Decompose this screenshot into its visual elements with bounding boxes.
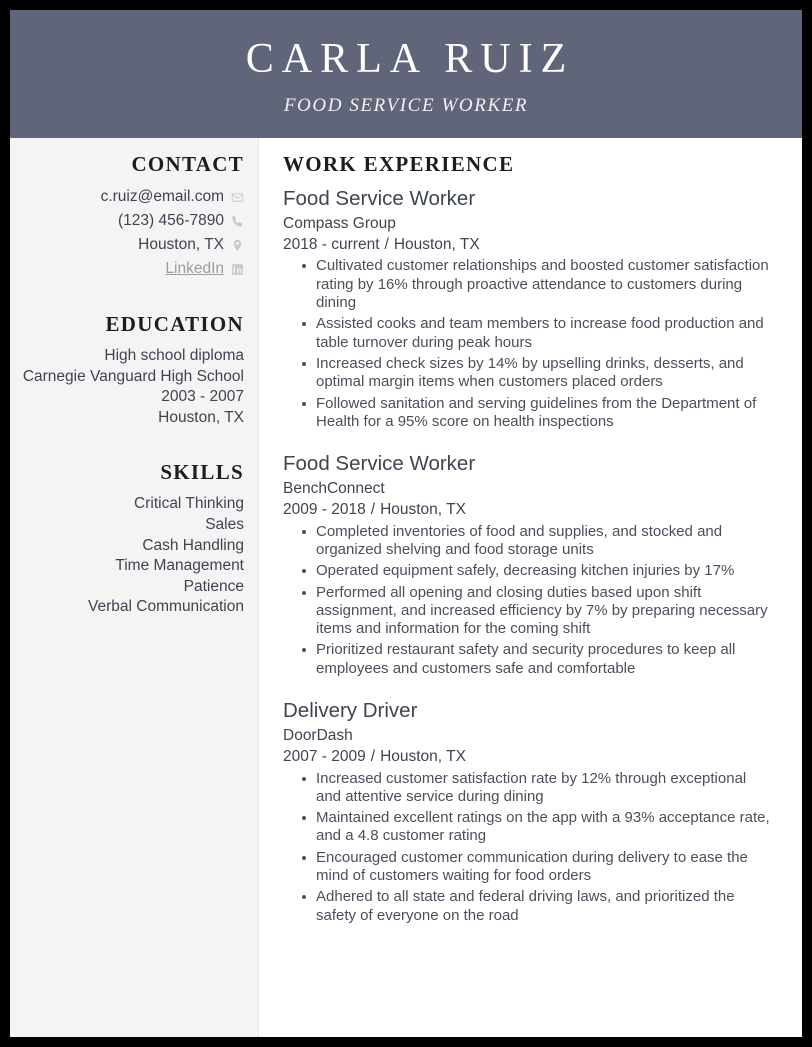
job-meta bbox=[283, 747, 774, 768]
job-location: Houston, TX bbox=[393, 235, 480, 253]
job-title: Food Service Worker bbox=[283, 187, 476, 210]
job-separator: / bbox=[370, 500, 376, 518]
job-bullets bbox=[283, 523, 774, 678]
education-location: Houston, TX bbox=[158, 408, 244, 426]
job-bullet: Followed sanitation and serving guidelines from the Department of Health for a 95% score on health inspections bbox=[283, 395, 774, 432]
job-entry bbox=[283, 698, 774, 925]
skill-item: Verbal Communication bbox=[88, 598, 244, 616]
sidebar bbox=[10, 138, 259, 1037]
contact-item-email[interactable] bbox=[20, 186, 244, 208]
job-bullet: Prioritized restaurant safety and security procedures to keep all employees and customers safe and comfortable bbox=[283, 641, 774, 678]
work-experience-heading: WORK EXPERIENCE bbox=[283, 152, 515, 176]
education-school: Carnegie Vanguard High School bbox=[22, 367, 244, 385]
job-bullet: Increased customer satisfaction rate by 12% through exceptional and attentive service during dining bbox=[283, 770, 774, 807]
education-dates: 2003 - 2007 bbox=[161, 388, 244, 406]
education-degree: High school diploma bbox=[104, 347, 244, 364]
job-company: DoorDash bbox=[283, 726, 353, 744]
job-separator: / bbox=[384, 235, 389, 253]
skill-item: Critical Thinking bbox=[134, 495, 244, 513]
job-title: Delivery Driver bbox=[283, 699, 418, 723]
candidate-name: CARLA RUIZ bbox=[245, 36, 575, 83]
job-bullets bbox=[283, 770, 774, 925]
job-bullet: Completed inventories of food and supplies, and stocked and organized shelving and food storage units bbox=[283, 523, 774, 560]
section-spacer bbox=[283, 682, 774, 698]
contact-list bbox=[20, 186, 244, 280]
skill-item: Cash Handling bbox=[142, 536, 244, 554]
job-separator: / bbox=[370, 747, 376, 765]
education-entry bbox=[20, 346, 244, 428]
job-bullet: Increased check sizes by 14% by upselling drinks, desserts, and optimal margin items when customers placed orders bbox=[283, 355, 774, 392]
job-meta bbox=[283, 235, 774, 256]
contact-phone-text: (123) 456-7890 bbox=[118, 212, 224, 229]
job-bullet: Performed all opening and closing duties based upon shift assignment, and increased efficiency by 7% by preparing necessary items and information for the coming shift bbox=[283, 584, 774, 639]
job-company: Compass Group bbox=[283, 214, 396, 232]
job-bullet: Operated equipment safely, decreasing kitchen injuries by 17% bbox=[283, 562, 774, 580]
job-company: BenchConnect bbox=[283, 479, 385, 497]
skills-heading: SKILLS bbox=[160, 460, 244, 485]
contact-heading: CONTACT bbox=[131, 152, 244, 176]
job-dates: 2018 - current bbox=[283, 235, 380, 253]
resume-header bbox=[10, 10, 802, 138]
phone-icon bbox=[231, 215, 244, 228]
contact-item-phone[interactable] bbox=[20, 210, 244, 232]
resume-page bbox=[10, 10, 802, 1037]
job-bullet: Assisted cooks and team members to increase food production and table turnover during peak hours bbox=[283, 315, 774, 352]
skill-item: Time Management bbox=[115, 557, 244, 575]
contact-location-text: Houston, TX bbox=[138, 236, 224, 253]
job-bullet: Maintained excellent ratings on the app with a 93% acceptance rate, and a 4.8 customer rating bbox=[283, 809, 774, 846]
job-location: Houston, TX bbox=[380, 747, 466, 765]
job-meta bbox=[283, 500, 774, 521]
job-dates: 2009 - 2018 bbox=[283, 500, 366, 518]
job-title: Food Service Worker bbox=[283, 452, 476, 476]
main-column bbox=[259, 138, 802, 1037]
skill-item: Sales bbox=[205, 516, 244, 534]
linkedin-icon bbox=[231, 263, 244, 276]
job-bullet: Adhered to all state and federal driving laws, and prioritized the safety of everyone on the road bbox=[283, 888, 774, 925]
skills-list bbox=[20, 494, 244, 618]
job-dates: 2007 - 2009 bbox=[283, 747, 366, 765]
contact-item-linkedin[interactable] bbox=[20, 258, 244, 280]
candidate-role: FOOD SERVICE WORKER bbox=[283, 94, 529, 116]
contact-linkedin-link[interactable]: LinkedIn bbox=[165, 260, 224, 277]
contact-item-location bbox=[20, 234, 244, 256]
contact-email-text: c.ruiz@email.com bbox=[100, 188, 224, 205]
envelope-icon bbox=[231, 191, 244, 204]
job-location: Houston, TX bbox=[380, 500, 466, 518]
section-spacer bbox=[283, 435, 774, 451]
job-bullet: Encouraged customer communication during delivery to ease the mind of customers waiting for food orders bbox=[283, 849, 774, 886]
job-entry bbox=[283, 186, 774, 431]
job-entry bbox=[283, 451, 774, 678]
skill-item: Patience bbox=[183, 577, 244, 595]
education-heading: EDUCATION bbox=[105, 312, 244, 336]
resume-body bbox=[10, 138, 802, 1037]
location-pin-icon bbox=[231, 239, 244, 252]
job-bullet: Cultivated customer relationships and boosted customer satisfaction rating by 16% through proactive attendance to customers during dining bbox=[283, 257, 774, 312]
job-bullets bbox=[283, 257, 774, 431]
